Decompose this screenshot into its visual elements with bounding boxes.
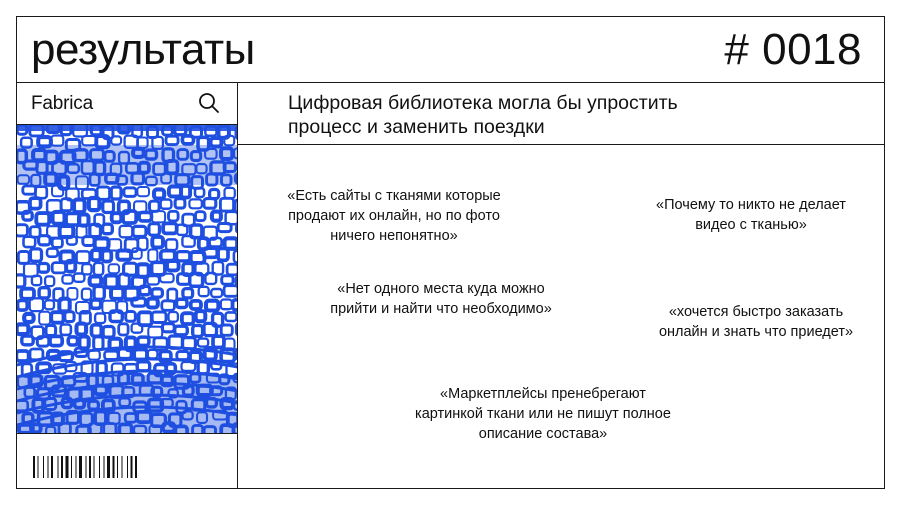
card-header: [17, 83, 237, 125]
main-title: [288, 91, 808, 139]
quote-line: продают их онлайн, но по фото: [288, 208, 500, 224]
barcode-area: [17, 433, 237, 488]
slide-frame: [16, 16, 885, 489]
main-panel: [238, 83, 884, 488]
search-icon[interactable]: [197, 91, 221, 115]
main-title-line: Цифровая библиотека могла бы упростить: [288, 92, 678, 114]
quote-line: онлайн и знать что приедет»: [658, 324, 854, 340]
main-header: [238, 83, 884, 145]
quote: [266, 186, 522, 246]
quote: [630, 302, 882, 342]
quote-line: видео с тканью»: [695, 217, 807, 233]
quote-line: «Почему то никто не делает: [656, 197, 846, 213]
page-title: результаты: [31, 25, 255, 74]
barcode-icon: [33, 456, 209, 478]
quote-line: ничего непонятно»: [330, 228, 458, 244]
fabric-image: [17, 125, 237, 433]
quote: [388, 384, 698, 444]
quote-line: картинкой ткани или не пишут полное: [415, 406, 671, 422]
quote-line: «хочется быстро заказать: [668, 304, 844, 320]
sidebar-card: [17, 83, 238, 488]
quote-line: «Есть сайты с тканями которые: [287, 188, 501, 204]
header: [17, 17, 884, 83]
quote: [306, 279, 576, 319]
quote-line: «Нет одного места куда можно: [337, 281, 545, 297]
quote-line: прийти и найти что необходимо»: [330, 301, 552, 317]
brand-name: Fabrica: [31, 93, 93, 114]
slide-number: # 0018: [724, 25, 862, 74]
quote-line: описание состава»: [478, 426, 608, 442]
main-title-line: процесс и заменить поездки: [288, 116, 545, 138]
quote: [633, 195, 869, 235]
quote-line: «Маркетплейсы пренебрегают: [440, 386, 646, 402]
